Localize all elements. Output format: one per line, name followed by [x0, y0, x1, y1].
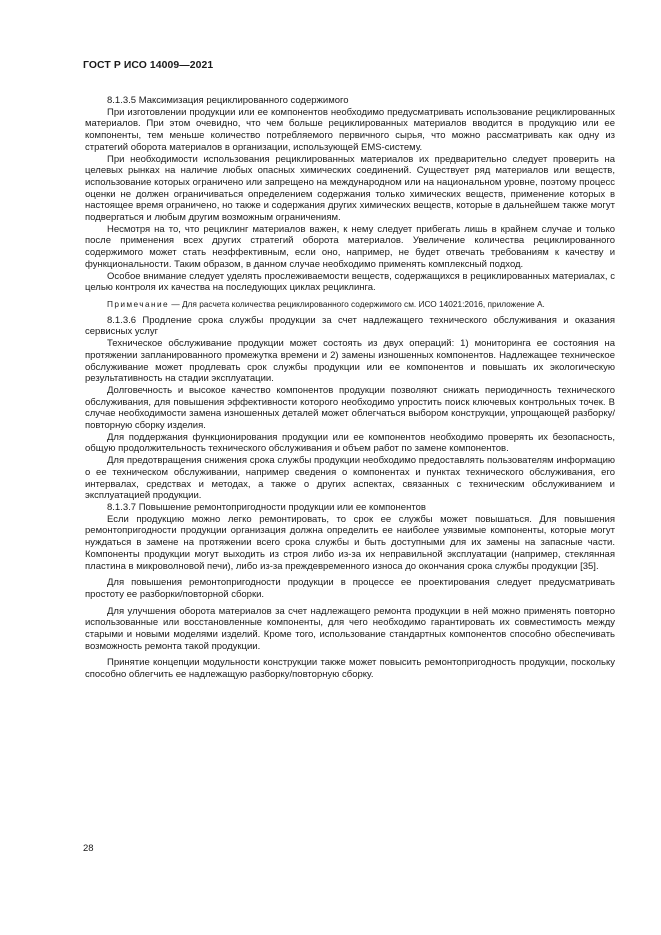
paragraph: Для повышения ремонтопригодности продукции в процессе ее проектирования следует предусматривать простоту ее разборки/повторной сборки.: [85, 577, 615, 600]
paragraph: Особое внимание следует уделять прослеживаемости веществ, содержащихся в рециклированных материалах, с целью контроля их качества на последующих циклах рециклинга.: [85, 270, 615, 294]
paragraph: При необходимости использования рециклированных материалов их предварительно следует проверить на целевых рынках на наличие любых опасных химических соединений. Существует ряд материалов или веществ, использование которых ограничено или запрещено на международном или на национальном уровне, поэтому процесс оценки не должен ограничиваться определением содержания только химических веществ, применение которых в настоящее время ограничено, но также и содержания других химических веществ, которые в дальнейшем также могут подвергаться и любым другим возможным ограничениям.: [85, 153, 615, 224]
document-body: [85, 95, 615, 681]
note-label: Примечание: [107, 298, 170, 309]
paragraph: Принятие концепции модульности конструкции также может повысить ремонтопригодность продукции, поскольку способно облегчить ее надлежащую разборку/повторную сборку.: [85, 657, 615, 681]
document-header: ГОСТ Р ИСО 14009—2021: [83, 60, 214, 71]
note-text: — Для расчета количества рециклированного содержимого см. ИСО 14021:2016, приложение А.: [169, 298, 545, 309]
section-heading: 8.1.3.5 Максимизация рециклированного содержимого: [107, 95, 349, 106]
section-heading: 8.1.3.7 Повышение ремонтопригодности продукции или ее компонентов: [107, 502, 426, 513]
paragraph: Техническое обслуживание продукции может состоять из двух операций: 1) мониторинга ее состояния на протяжении запланированного промежутка времени и 2) замены изношенных компонентов. Надлежащее техническое обслуживание может продлевать срок службы продукции или ее компонентов и повышать их экологическую результативность на стадии эксплуатации.: [85, 338, 615, 385]
paragraph: Для улучшения оборота материалов за счет надлежащего ремонта продукции в ней можно применять повторно использованные или восстановленные компоненты, для чего необходимо гарантировать их совместимость между старыми и новыми моделями изделий. Кроме того, использование стандартных компонентов способно обеспечивать возможность ремонта такой продукции.: [85, 605, 615, 652]
note: [85, 299, 615, 310]
paragraph: Для поддержания функционирования продукции или ее компонентов необходимо проверять их безопасность, общую продолжительность технического обслуживания и объем работ по замене компонентов.: [85, 431, 615, 455]
page-number: 28: [83, 843, 94, 854]
paragraph: Если продукцию можно легко ремонтировать, то срок ее службы может повышаться. Для повышения ремонтопригодности продукции организация должна определить ее наиболее уязвимые компоненты, которые могут нуждаться в замене на протяжении всего срока службы и быть доступными для их замены на запасные части. Компоненты продукции могут выходить из строя либо из-за их неправильной эксплуатации (например, стеклянная пластина в микроволновой печи), либо из-за преждевременного износа до окончания срока службы продукции [35].: [85, 513, 615, 572]
paragraph: При изготовлении продукции или ее компонентов необходимо предусматривать использование рециклированных материалов. При этом очевидно, что чем больше рециклированных материалов вводится в продукцию или ее компоненты, тем меньше количество потребляемого первичного сырья, что можно рассматривать как одну из стратегий оборота материалов в организации, использующей EMS-систему.: [85, 106, 615, 153]
paragraph: Для предотвращения снижения срока службы продукции необходимо предоставлять пользователям информацию о ее техническом обслуживании, например сведения о компонентах и пунктах технического обслуживания, его интервалах, средствах и методах, а также о других аспектах, связанных с техническим обслуживанием и эксплуатацией продукции.: [85, 455, 615, 502]
paragraph: Долговечность и высокое качество компонентов продукции позволяют снижать периодичность технического обслуживания, для повышения эффективности которого необходимо упростить поиск ключевых контрольных точек. В случае необходимости замена изношенных деталей может облегчаться выбором конструкции, упрощающей разборку/повторную сборку изделия.: [85, 384, 615, 432]
paragraph: Несмотря на то, что рециклинг материалов важен, к нему следует прибегать лишь в крайнем случае и только после применения всех других стратегий оборота материалов. Увеличение количества рециклированного содержимого может стать неэффективным, если оно, например, не будет отвечать требованиям к качеству и функциональности. Таким образом, в данном случае необходимо применять комплексный подход.: [85, 223, 615, 270]
section-heading: 8.1.3.6 Продление срока службы продукции за счет надлежащего технического обслуживания и оказания сервисных услуг: [85, 314, 615, 338]
